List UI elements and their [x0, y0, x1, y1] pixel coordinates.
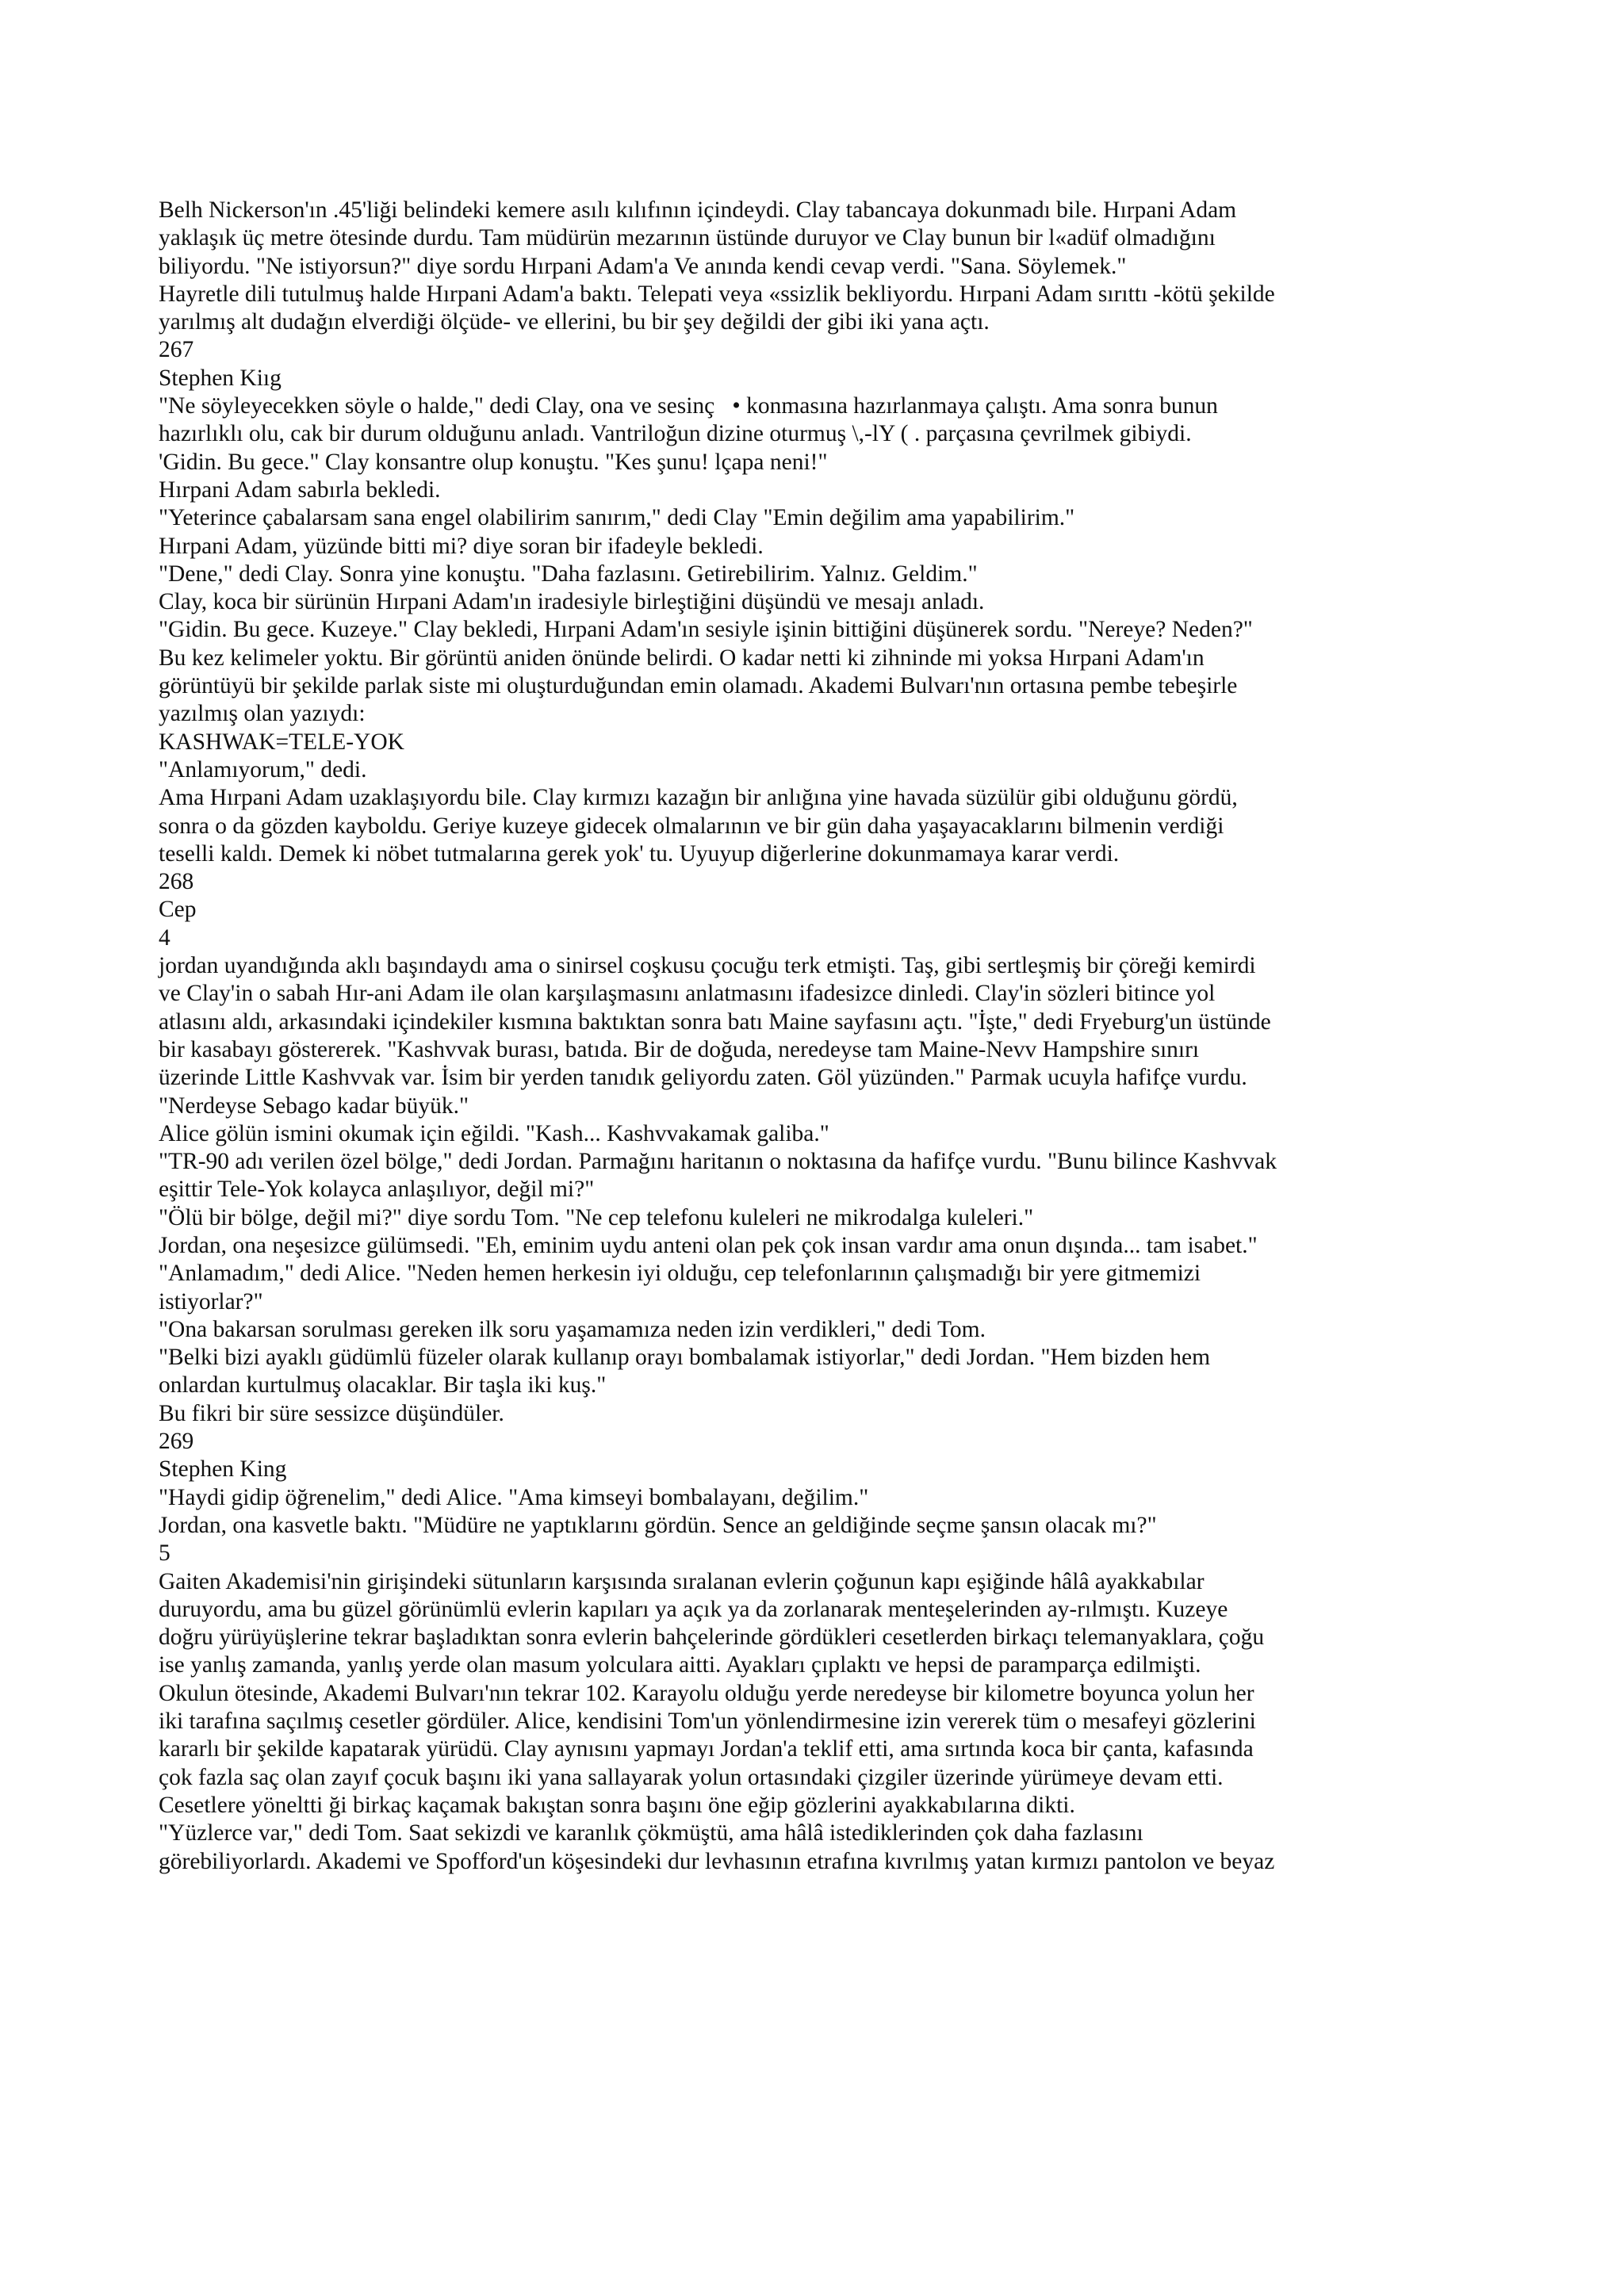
text-line: "Anlamıyorum," dedi.: [159, 756, 367, 783]
text-line: 'Gidin. Bu gece." Clay konsantre olup konuştu. "Kes şunu! lçapa neni!": [159, 449, 828, 475]
text-line: çok fazla saç olan zayıf çocuk başını iki yana sallayarak yolun ortasındaki çizgiler üzerinde yürümeye devam etti.: [159, 1764, 1224, 1790]
text-line: Alice gölün ismini okumak için eğildi. "Kash... Kashvvakamak galiba.": [159, 1120, 829, 1146]
text-line: yazılmış olan yazıydı:: [159, 701, 366, 727]
text-line: 4: [159, 924, 170, 951]
text-line: sonra o da gözden kayboldu. Geriye kuzeye gidecek olmalarının ve bir gün daha yaşayacaklarını bilmenin verdiği: [159, 813, 1224, 839]
text-line: Jordan, ona kasvetle baktı. "Müdüre ne yaptıklarını gördün. Sence an geldiğinde seçme şansın olacak mı?": [159, 1512, 1157, 1538]
text-line: Hırpani Adam sabırla bekledi.: [159, 476, 441, 503]
text-line: üzerinde Little Kashvvak var. İsim bir yerden tanıdık geliyordu zaten. Göl yüzünden." Parmak ucuyla hafifçe vurdu.: [159, 1065, 1247, 1091]
text-line: jordan uyandığında aklı başındaydı ama o sinirsel coşkusu çocuğu terk etmişti. Taş, gibi sertleşmiş bir çöreği kemirdi: [159, 953, 1256, 979]
text-line: görebiliyorlardı. Akademi ve Spofford'un köşesindeki dur levhasının etrafına kıvrılmış yatan kırmızı pantolon ve beyaz: [159, 1848, 1275, 1874]
text-line: "Nerdeyse Sebago kadar büyük.": [159, 1093, 469, 1119]
text-line: Gaiten Akademisi'nin girişindeki sütunların karşısında sıralanan evlerin çoğunun kapı eşiğinde hâlâ ayakkabılar: [159, 1568, 1205, 1594]
document-page: [159, 197, 1483, 1876]
text-line: "Dene," dedi Clay. Sonra yine konuştu. "Daha fazlasını. Getirebilirim. Yalnız. Geldim.": [159, 561, 978, 587]
text-line: bir kasabayı göstererek. "Kashvvak burası, batıda. Bir de doğuda, neredeyse tam Maine-Nevv Hampshire sınırı: [159, 1036, 1200, 1062]
text-line: KASHWAK=TELE-YOK: [159, 729, 404, 755]
text-line: duruyordu, ama bu güzel görünümlü evlerin kapıları ya açık ya da zorlanarak menteşelerinden ay-rılmıştı. Kuzeye: [159, 1596, 1228, 1622]
text-line: görüntüyü bir şekilde parlak siste mi oluşturduğundan emin olamadı. Akademi Bulvarı'nın ortasına pembe tebeşirle: [159, 673, 1238, 699]
text-line: Hayretle dili tutulmuş halde Hırpani Adam'a baktı. Telepati veya «ssizlik bekliyordu. Hırpani Adam sırıttı -kötü şekilde: [159, 281, 1275, 307]
text-line: 5: [159, 1540, 170, 1567]
text-line: onlardan kurtulmuş olacaklar. Bir taşla iki kuş.": [159, 1372, 607, 1399]
text-line: "Anlamadım," dedi Alice. "Neden hemen herkesin iyi olduğu, cep telefonlarının çalışmadığı bir yere gitmemizi: [159, 1261, 1201, 1287]
text-line: 269: [159, 1429, 194, 1455]
text-line: Stephen Kiıg: [159, 365, 282, 391]
text-line: Belh Nickerson'ın .45'liği belindeki kemere asılı kılıfının içindeydi. Clay tabancaya dokunmadı bile. Hırpani Adam: [159, 197, 1237, 223]
text-line: ve Clay'in o sabah Hır-ani Adam ile olan karşılaşmasını anlatmasını ifadesizce dinledi. Clay'in sözleri bitince yol: [159, 981, 1216, 1007]
text-line: kararlı bir şekilde kapatarak yürüdü. Clay aynısını yapmayı Jordan'a teklif etti, ama sırtında koca bir çanta, kafasında: [159, 1736, 1254, 1762]
text-line: Okulun ötesinde, Akademi Bulvarı'nın tekrar 102. Karayolu olduğu yerde neredeyse bir kilometre boyunca yolun her: [159, 1680, 1254, 1706]
text-line: "Gidin. Bu gece. Kuzeye." Clay bekledi, Hırpani Adam'ın sesiyle işinin bittiğini düşünerek sordu. "Nereye? Neden?": [159, 617, 1253, 643]
text-line: 268: [159, 869, 194, 895]
text-line: "Yeterince çabalarsam sana engel olabilirim sanırım," dedi Clay "Emin değilim ama yapabilirim.": [159, 505, 1075, 531]
text-line: biliyordu. "Ne istiyorsun?" diye sordu Hırpani Adam'a Ve anında kendi cevap verdi. "Sana. Söylemek.": [159, 253, 1127, 279]
text-line: hazırlıklı olu, cak bir durum olduğunu anladı. Vantriloğun dizine oturmuş \,-lY ( . parçasına çevrilmek gibiydi.: [159, 421, 1192, 447]
text-line: iki tarafına saçılmış cesetler gördüler. Alice, kendisini Tom'un yönlendirmesine izin vererek tüm o mesafeyi gözlerini: [159, 1709, 1256, 1735]
text-line: "Yüzlerce var," dedi Tom. Saat sekizdi ve karanlık çökmüştü, ama hâlâ istediklerinden çok daha fazlasını: [159, 1820, 1143, 1846]
text-line: "TR-90 adı verilen özel bölge," dedi Jordan. Parmağını haritanın o noktasına da hafifçe vurdu. "Bunu bilince Kashvvak: [159, 1149, 1277, 1175]
text-line: "Belki bizi ayaklı güdümlü füzeler olarak kullanıp orayı bombalamak istiyorlar," dedi Jordan. "Hem bizden hem: [159, 1345, 1211, 1371]
text-line: Jordan, ona neşesizce gülümsedi. "Eh, eminim uydu anteni olan pek çok insan vardır ama onun dışında... tam isabet.": [159, 1232, 1258, 1258]
text-line: eşittir Tele-Yok kolayca anlaşılıyor, değil mi?": [159, 1177, 595, 1203]
text-line: "Ölü bir bölge, değil mi?" diye sordu Tom. "Ne cep telefonu kuleleri ne mikrodalga kuleleri.": [159, 1204, 1034, 1230]
text-line: yarılmış alt dudağın elverdiği ölçüde- ve ellerini, bu bir şey değildi der gibi iki yana açtı.: [159, 309, 990, 335]
text-line: ise yanlış zamanda, yanlış yerde olan masum yolculara aitti. Ayakları çıplaktı ve hepsi de paramparça edilmişti.: [159, 1652, 1201, 1678]
text-line: teselli kaldı. Demek ki nöbet tutmalarına gerek yok' tu. Uyuyup diğerlerine dokunmamaya karar verdi.: [159, 840, 1120, 867]
text-line: "Haydi gidip öğrenelim," dedi Alice. "Ama kimseyi bombalayanı, değilim.": [159, 1484, 869, 1510]
text-line: Bu kez kelimeler yoktu. Bir görüntü aniden önünde belirdi. O kadar netti ki zihninde mi yoksa Hırpani Adam'ın: [159, 645, 1205, 671]
text-line: Hırpani Adam, yüzünde bitti mi? diye soran bir ifadeyle bekledi.: [159, 533, 764, 559]
text-line: yaklaşık üç metre ötesinde durdu. Tam müdürün mezarının üstünde duruyor ve Clay bunun bir l«adüf olmadığını: [159, 225, 1216, 251]
text-line: Clay, koca bir sürünün Hırpani Adam'ın iradesiyle birleştiğini düşündü ve mesajı anladı.: [159, 589, 985, 615]
text-line: Bu fikri bir süre sessizce düşündüler.: [159, 1400, 504, 1426]
text-line: Cesetlere yöneltti ği birkaç kaçamak bakıştan sonra başını öne eğip gözlerini ayakkabılarına dikti.: [159, 1792, 1075, 1818]
text-line: Stephen King: [159, 1456, 287, 1483]
text-line: doğru yürüyüşlerine tekrar başladıktan sonra evlerin bahçelerinde gördükleri cesetlerden birkaçı telemanyaklara, çoğu: [159, 1624, 1265, 1651]
text-line: istiyorlar?": [159, 1288, 263, 1314]
text-line: atlasını aldı, arkasındaki içindekiler kısmına baktıktan sonra batı Maine sayfasını açtı. "İşte," dedi Fryeburg'un üstünde: [159, 1008, 1271, 1035]
text-line: Cep: [159, 897, 197, 923]
text-line: "Ne söyleyecekken söyle o halde," dedi Clay, ona ve sesinç • konmasına hazırlanmaya çalıştı. Ama sonra bunun: [159, 393, 1218, 419]
text-line: Ama Hırpani Adam uzaklaşıyordu bile. Clay kırmızı kazağın bir anlığına yine havada süzülür gibi olduğunu gördü,: [159, 785, 1238, 811]
text-line: "Ona bakarsan sorulması gereken ilk soru yaşamamıza neden izin verdikleri," dedi Tom.: [159, 1316, 986, 1342]
text-line: 267: [159, 337, 194, 363]
